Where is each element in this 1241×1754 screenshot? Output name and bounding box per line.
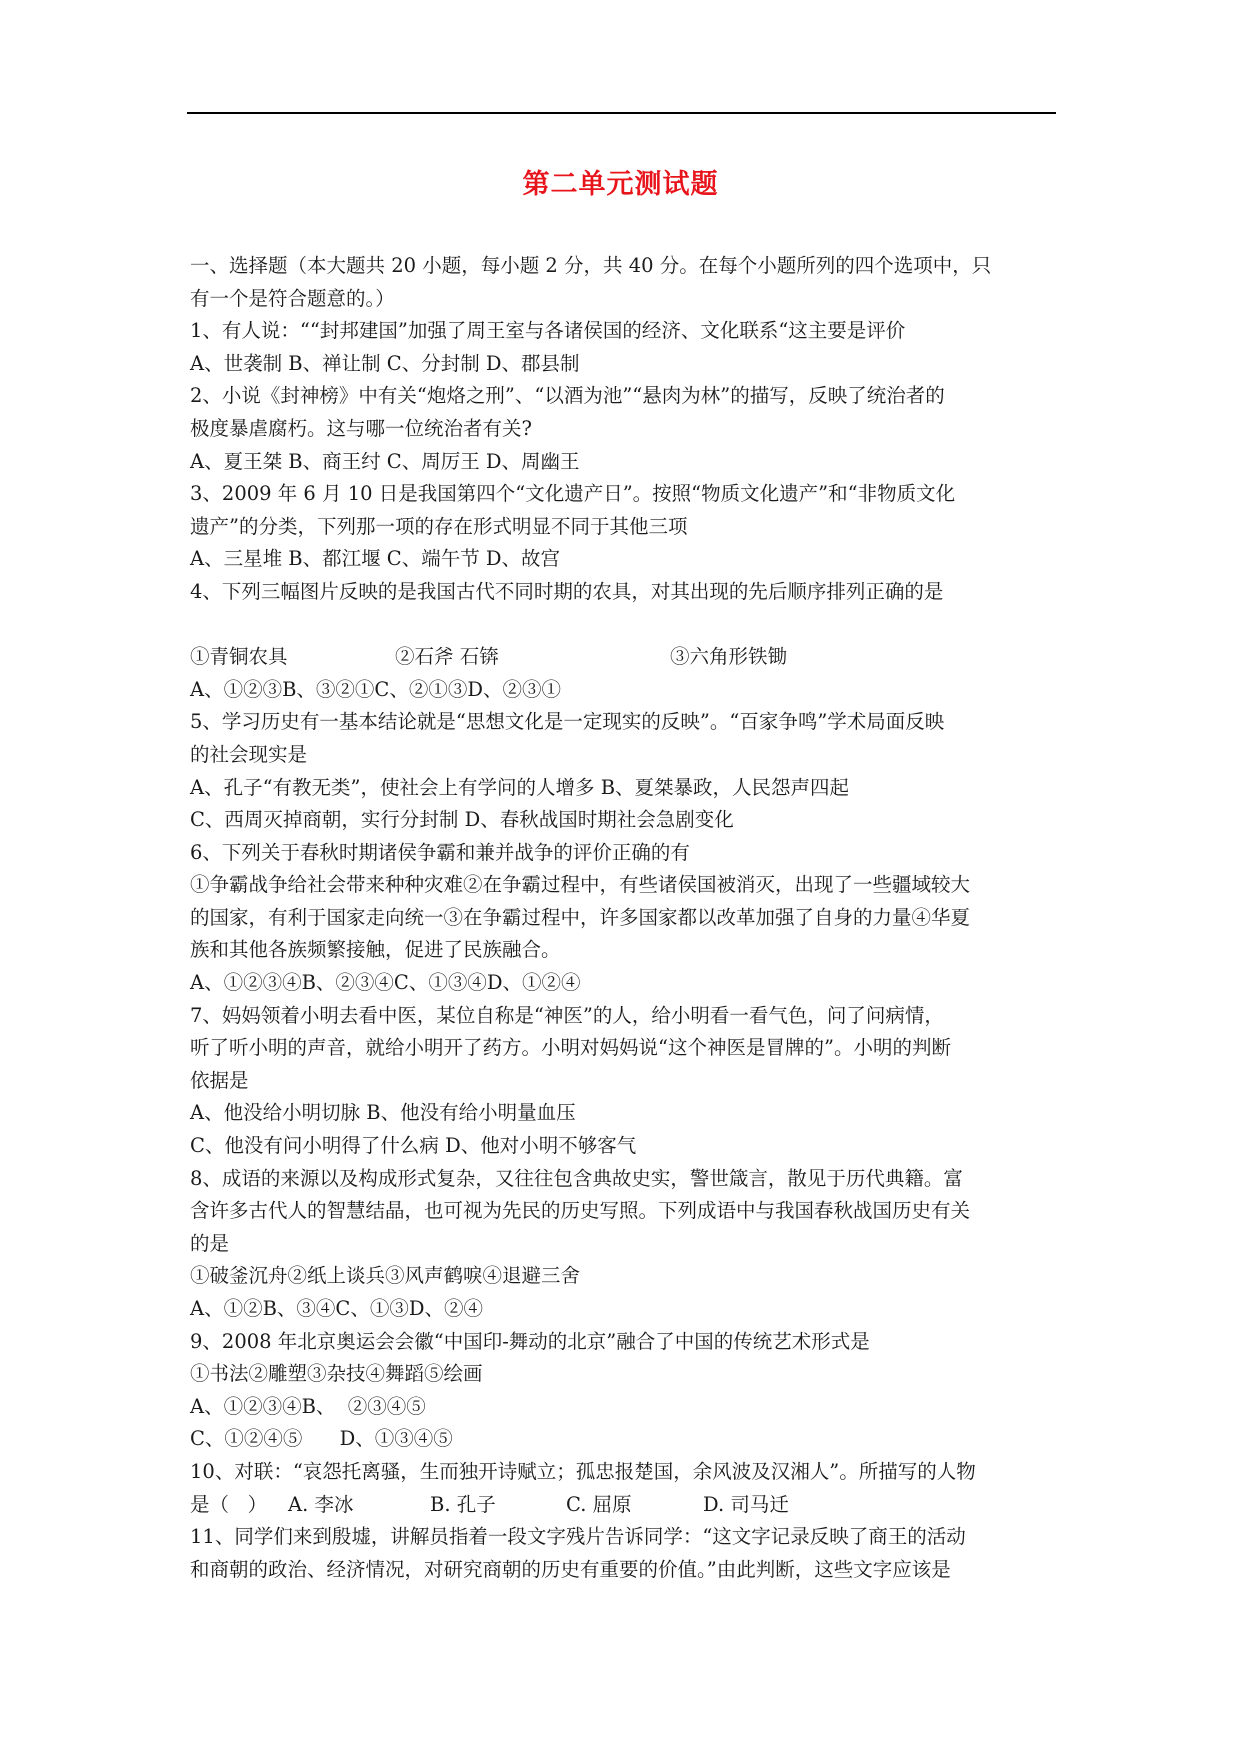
answer-options: A、三星堆 B、都江堰 C、端午节 D、故宫	[190, 547, 561, 571]
answer-options: A、孔子“有教无类”，使社会上有学问的人增多 B、夏桀暴政，人民怨声四起	[190, 775, 850, 799]
question-stem: 极度暴虐腐朽。这与哪一位统治者有关?	[190, 416, 532, 440]
figure-caption: ③六角形铁锄	[670, 645, 788, 669]
figure-caption: ②石斧 石锛	[395, 645, 499, 669]
question-5	[190, 706, 1056, 836]
image-gap	[190, 609, 1056, 642]
question-stem: ①争霸战争给社会带来种种灾难②在争霸过程中，有些诸侯国被消灭，出现了一些疆域较大	[190, 873, 971, 897]
question-stem: 4、下列三幅图片反映的是我国古代不同时期的农具，对其出现的先后顺序排列正确的是	[190, 579, 944, 603]
answer-options	[190, 1489, 1056, 1522]
question-stem: ①破釜沉舟②纸上谈兵③风声鹤唳④退避三舍	[190, 1264, 581, 1288]
figure-captions	[190, 641, 1056, 674]
question-stem: 的是	[190, 1231, 230, 1255]
question-stem: ①书法②雕塑③杂技④舞蹈⑤绘画	[190, 1362, 483, 1386]
option-a: A. 李冰	[288, 1492, 354, 1516]
question-6	[190, 837, 1056, 1000]
question-3	[190, 478, 1056, 576]
question-stem: 3、2009 年 6 月 10 日是我国第四个“文化遗产日”。按照“物质文化遗产”和“非物质文化	[190, 482, 956, 506]
answer-options: C、西周灭掉商朝，实行分封制 D、春秋战国时期社会急剧变化	[190, 808, 734, 832]
question-1	[190, 315, 1056, 380]
question-4	[190, 576, 1056, 706]
answer-options: C、他没有问小明得了什么病 D、他对小明不够客气	[190, 1134, 637, 1158]
question-10	[190, 1456, 1056, 1521]
answer-options: A、夏王桀 B、商王纣 C、周厉王 D、周幽王	[190, 449, 580, 473]
question-stem: 的国家，有利于国家走向统一③在争霸过程中，许多国家都以改革加强了自身的力量④华夏	[190, 905, 971, 929]
question-stem: 7、妈妈领着小明去看中医，某位自称是“神医”的人，给小明看一看气色，问了问病情，	[190, 1003, 944, 1027]
question-stem: 含许多古代人的智慧结晶，也可视为先民的历史写照。下列成语中与我国春秋战国历史有关	[190, 1199, 971, 1223]
question-stem: 1、有人说：““封邦建国”加强了周王室与各诸侯国的经济、文化联系“这主要是评价	[190, 319, 906, 343]
answer-blank: 是（ ）	[190, 1492, 268, 1516]
question-stem: 和商朝的政治、经济情况，对研究商朝的历史有重要的价值。”由此判断，这些文字应该是	[190, 1557, 951, 1581]
question-stem: 5、学习历史有一基本结论就是“思想文化是一定现实的反映”。“百家争鸣”学术局面反映	[190, 710, 945, 734]
section-line: 一、选择题（本大题共 20 小题，每小题 2 分，共 40 分。在每个小题所列的四个选项中，只	[190, 254, 992, 277]
answer-options: A、①②B、③④C、①③D、②④	[190, 1297, 483, 1320]
question-2	[190, 380, 1056, 478]
answer-options: A、①②③B、③②①C、②①③D、②③①	[190, 677, 561, 701]
section-heading	[190, 250, 1056, 315]
answer-options: A、①②③④B、 ②③④⑤	[190, 1394, 426, 1418]
page-title: 第二单元测试题	[522, 169, 719, 200]
question-7	[190, 1000, 1056, 1163]
answer-options: A、他没给小明切脉 B、他没有给小明量血压	[190, 1101, 576, 1125]
question-stem: 的社会现实是	[190, 742, 308, 766]
document-body	[190, 250, 1056, 1586]
question-9	[190, 1326, 1056, 1456]
answer-options: C、①②④⑤ D、①③④⑤	[190, 1427, 453, 1451]
question-stem: 11、同学们来到殷墟，讲解员指着一段文字残片告诉同学：“这文字记录反映了商王的活动	[190, 1525, 966, 1549]
question-stem: 依据是	[190, 1068, 249, 1092]
question-stem: 10、对联：“哀怨托离骚，生而独开诗赋立；孤忠报楚国，余风波及汉湘人”。所描写的人物	[190, 1459, 976, 1483]
question-stem: 族和其他各族频繁接触，促进了民族融合。	[190, 938, 561, 962]
option-d: D. 司马迁	[703, 1492, 789, 1516]
question-stem: 听了听小明的声音，就给小明开了药方。小明对妈妈说“这个神医是冒牌的”。小明的判断	[190, 1036, 951, 1060]
section-line: 有一个是符合题意的。）	[190, 286, 395, 310]
question-stem: 9、2008 年北京奥运会会徽“中国印-舞动的北京”融合了中国的传统艺术形式是	[190, 1329, 870, 1353]
header-rule	[187, 112, 1056, 114]
option-b: B. 孔子	[430, 1492, 496, 1516]
answer-options: A、世袭制 B、禅让制 C、分封制 D、郡县制	[190, 351, 580, 375]
question-8	[190, 1163, 1056, 1326]
option-c: C. 屈原	[566, 1492, 632, 1516]
question-stem: 6、下列关于春秋时期诸侯争霸和兼并战争的评价正确的有	[190, 840, 690, 864]
question-stem: 遗产”的分类，下列那一项的存在形式明显不同于其他三项	[190, 514, 688, 538]
figure-caption: ①青铜农具	[190, 645, 288, 669]
question-stem: 2、小说《封神榜》中有关“炮烙之刑”、“以酒为池”“悬肉为林”的描写，反映了统治者的	[190, 384, 945, 408]
answer-options: A、①②③④B、②③④C、①③④D、①②④	[190, 971, 581, 995]
question-stem: 8、成语的来源以及构成形式复杂，又往往包含典故史实，警世箴言，散见于历代典籍。富	[190, 1166, 963, 1190]
question-11	[190, 1521, 1056, 1586]
